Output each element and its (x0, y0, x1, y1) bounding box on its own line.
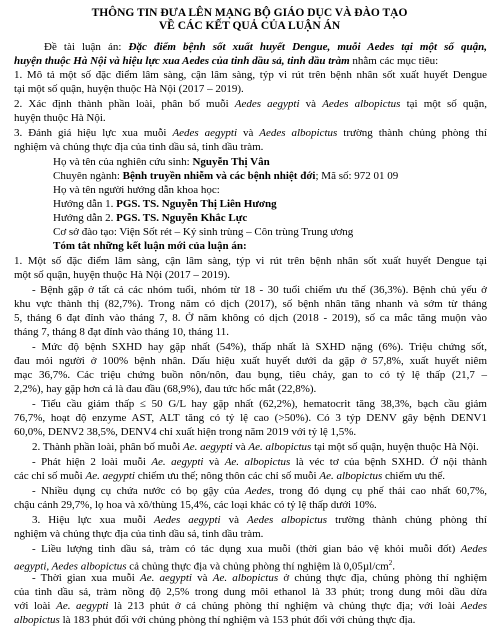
unit-superscript: 2 (388, 559, 393, 567)
species-name: Ae. albopictus (212, 572, 279, 584)
topic-title-part-2: huyện thuộc Hà Nội và hiệu lực xua Aedes của tinh dầu sả, tinh dầu tràm (14, 55, 350, 67)
conclusion-2-line-1: 2. Thành phần loài, phân bố muỗi Ae. aegypti và Ae. albopictus tại một số quận, huyện thuộc Hà Nội. (32, 441, 479, 453)
conclusion-3-line-1: 3. Hiệu lực xua muỗi Aedes aegypti và Aedes albopictus trường thành chủng phòng thí (32, 514, 487, 526)
species-name: Aedes albopictus (259, 127, 338, 139)
species-name: albopictus (14, 614, 60, 626)
species-name: Aedes aegypti (153, 514, 221, 526)
summary-heading: Tóm tắt những kết luận mới của luận án: (53, 240, 247, 252)
conclusion-1c-line-3: 60,0%, DENV2 38,5%, DENV4 chỉ xuất hiện trong năm 2019 với tỷ lệ 1,5%. (14, 426, 357, 438)
species-name: Aedes (244, 485, 272, 497)
objective-3-line-2: nghiệm và chủng thực địa của tinh dầu sả, tinh dầu tràm. (14, 141, 264, 153)
conclusion-3b-line-3: với loài Ae. aegypti là 213 phút ở cả chủng phòng thí nghiệm và chủng thực địa; với loài Aedes (14, 600, 488, 612)
species-name: Aedes aegypti (172, 127, 238, 139)
major-label: Chuyên ngành: (53, 170, 123, 182)
species-name: Aedes (460, 543, 487, 555)
topic-line-2 (14, 54, 487, 68)
conclusion-3b-line-4: albopictus là 183 phút đối với chủng phòng thí nghiệm và 153 phút đối với chủng thực địa. (14, 614, 416, 626)
topic-line-1 (44, 40, 487, 54)
conclusion-1b-line-4: 2,2%), hay gặp hơn cả là đau đầu (68,9%), đau tức hốc mắt (22,8%). (14, 383, 317, 395)
institution-line: Cơ sở đào tạo: Viện Sốt rét – Ký sinh trùng – Côn trùng Trung ương (53, 226, 354, 238)
conclusion-2b-line-2: chậu cảnh 29,7%, lọ hoa và xô/thùng 15,4%, các loại khác có tỷ lệ thấp dưới 10%. (14, 499, 377, 511)
species-name: Ae. aegypti (140, 572, 192, 584)
conclusion-2a-line-2: các chỉ số muỗi Ae. aegypti chiếm ưu thế; nông thôn các chỉ số muỗi Ae. albopictus chiếm ưu thế. (14, 470, 446, 482)
conclusion-1a-line-1: - Bệnh gặp ở tất cả các nhóm tuổi, nhóm từ 18 - 30 tuổi chiếm ưu thế (36,3%). Bệnh chủ yếu ở (32, 284, 487, 296)
conclusion-2b-line-1: - Nhiều dụng cụ chứa nước có bọ gậy của Aedes, trong đó dụng cụ phế thải cao nhất 60,7%, (32, 485, 487, 497)
objective-2-line-1: 2. Xác định thành phần loài, phân bố muỗi Aedes aegypti và Aedes albopictus tại một số quận, (14, 98, 487, 110)
objective-3-line-1: 3. Đánh giá hiệu lực xua muỗi Aedes aegypti và Aedes albopictus trường thành chủng phòng thí (14, 127, 487, 139)
topic-prefix: Đề tài luận án: (44, 41, 129, 53)
supervisors-label: Họ và tên người hướng dẫn khoa học: (53, 184, 220, 196)
conclusion-1a-line-2: khu vực thành thị (82,7%). Trong năm có dịch (2017), số bệnh nhân tăng nhanh và sớm từ tháng (14, 298, 487, 310)
supervisor-1-line: Hướng dẫn 1. PGS. TS. Nguyễn Thị Liên Hương (53, 198, 277, 210)
species-name: aegypti, Aedes albopictus (14, 560, 127, 573)
student-name-line (53, 155, 499, 169)
species-name: Aedes aegypti (234, 98, 300, 110)
species-name: Ae. albopictus (224, 456, 291, 468)
conclusion-1a-line-4: tháng 7, tháng 8 đạt đỉnh vào tháng 10, tháng 11. (14, 326, 229, 338)
species-name: Ae. albopictus (319, 470, 383, 482)
objective-2-line-2: huyện thuộc Hà Nội. (14, 112, 106, 124)
species-name: Ae. aegypti (183, 441, 233, 453)
conclusion-1b-line-1: - Mức độ bệnh SXHD hay gặp nhất (54%), thấp nhất là SXHD nặng (6%). Triệu chứng sốt, (32, 341, 487, 353)
conclusion-3-line-2: nghiệm và chủng thực địa của tinh dầu sả, tinh dầu tràm. (14, 528, 264, 540)
conclusion-3a-line-2: aegypti, Aedes albopictus cả chủng thực địa và chủng phòng thí nghiệm là $0,05\mu l/cm^2$. (14, 559, 395, 573)
conclusion-1b-line-3: mạc 36,7%. Các triệu chứng buồn nôn/nôn, đau bụng, tiêu chảy, gan to có tỷ lệ thấp (21,7 – (14, 369, 487, 381)
supervisor-2-line: Hướng dẫn 2. PGS. TS. Nguyễn Khắc Lực (53, 212, 248, 224)
student-name-label: Họ và tên của nghiên cứu sinh: (53, 156, 193, 168)
species-name: Ae. aegypti (85, 470, 135, 482)
major-line (53, 169, 499, 183)
code-value: 972 01 09 (354, 170, 399, 182)
supervisor-1-name: PGS. TS. Nguyễn Thị Liên Hương (116, 198, 277, 210)
major-value: Bệnh truyền nhiễm và các bệnh nhiệt đới (122, 170, 316, 182)
conclusion-1c-line-1: - Tiểu cầu giảm thấp ≤ 50 G/L hay gặp nhất (62,2%), hematocrit tăng 38,3%, bạch cầu giảm (32, 398, 487, 410)
supervisor-2-name: PGS. TS. Nguyễn Khắc Lực (116, 212, 248, 224)
conclusion-3a-line-1: - Liều lượng tinh dầu sả, tràm có tác dụng xua muỗi (thời gian bảo vệ khỏi muỗi đốt) Aedes (32, 543, 487, 555)
conclusion-2a-line-1: - Phát hiện 2 loài muỗi Ae. aegypti và Ae. albopictus là véc tơ của bệnh SXHD. Ở nội thành (32, 456, 487, 468)
conclusion-1-line-1: 1. Một số đặc điểm lâm sàng, cận lâm sàng, týp vi rút trên bệnh nhân sốt xuất huyết Dengue tại (14, 255, 487, 267)
code-label: ; Mã số: (315, 170, 355, 182)
objective-1-line-1: 1. Mô tả một số đặc điểm lâm sàng, cận lâm sàng, týp vi rút trên bệnh nhân sốt xuất huyết Dengue (14, 69, 487, 81)
conclusion-1-line-2: một số quận, huyện thuộc Hà Nội (2017 – 2019). (14, 269, 230, 281)
species-name: Aedes albopictus (322, 98, 401, 110)
conclusion-3b-line-2: của tinh dầu sả, tràm nồng độ 2,5% trong dung môi ethanol là 33 phút; trong dung môi dầu dừa (14, 586, 487, 598)
document-heading-line-1: THÔNG TIN ĐƯA LÊN MẠNG BỘ GIÁO DỤC VÀ ĐÀO TẠO (91, 7, 408, 19)
species-name: Aedes albopictus (247, 514, 328, 526)
topic-title-part-1: Đặc điểm bệnh sốt xuất huyết Dengue, muỗi Aedes tại một số quận, (128, 41, 487, 53)
objective-1-line-2: tại một số quận, huyện thuộc Hà Nội (2017 – 2019). (14, 83, 244, 95)
species-name: Ae. aegypti (151, 456, 204, 468)
student-name: Nguyễn Thị Vân (192, 156, 270, 168)
species-name: Aedes (460, 600, 488, 612)
document-heading-line-2: VỀ CÁC KẾT QUẢ CỦA LUẬN ÁN (158, 20, 341, 32)
species-name: Ae. aegypti (56, 600, 109, 612)
conclusion-1a-line-3: 5, tháng 6 đạt đỉnh vào tháng 7, 8. Ở năm không có dịch (2018 - 2019), số ca mắc tăng muộn vào (14, 312, 487, 324)
conclusion-3b-line-1: - Thời gian xua muỗi Ae. aegypti và Ae. albopictus ở chủng thực địa, chủng phòng thí nghiệm (32, 572, 488, 584)
conclusion-1c-line-2: 76,7%, hoạt độ enzyme AST, ALT tăng có tỷ lệ cao (>50%). Có 3 týp DENV gây bệnh DENV1 (14, 412, 487, 424)
conclusion-1b-line-2: đau mỏi người ở 100% bệnh nhân. Dấu hiệu xuất huyết dưới da gặp ở 57,8%, xuất huyết niêm (14, 355, 487, 367)
topic-suffix: nhằm các mục tiêu: (349, 55, 439, 67)
species-name: Ae. albopictus (248, 441, 312, 453)
